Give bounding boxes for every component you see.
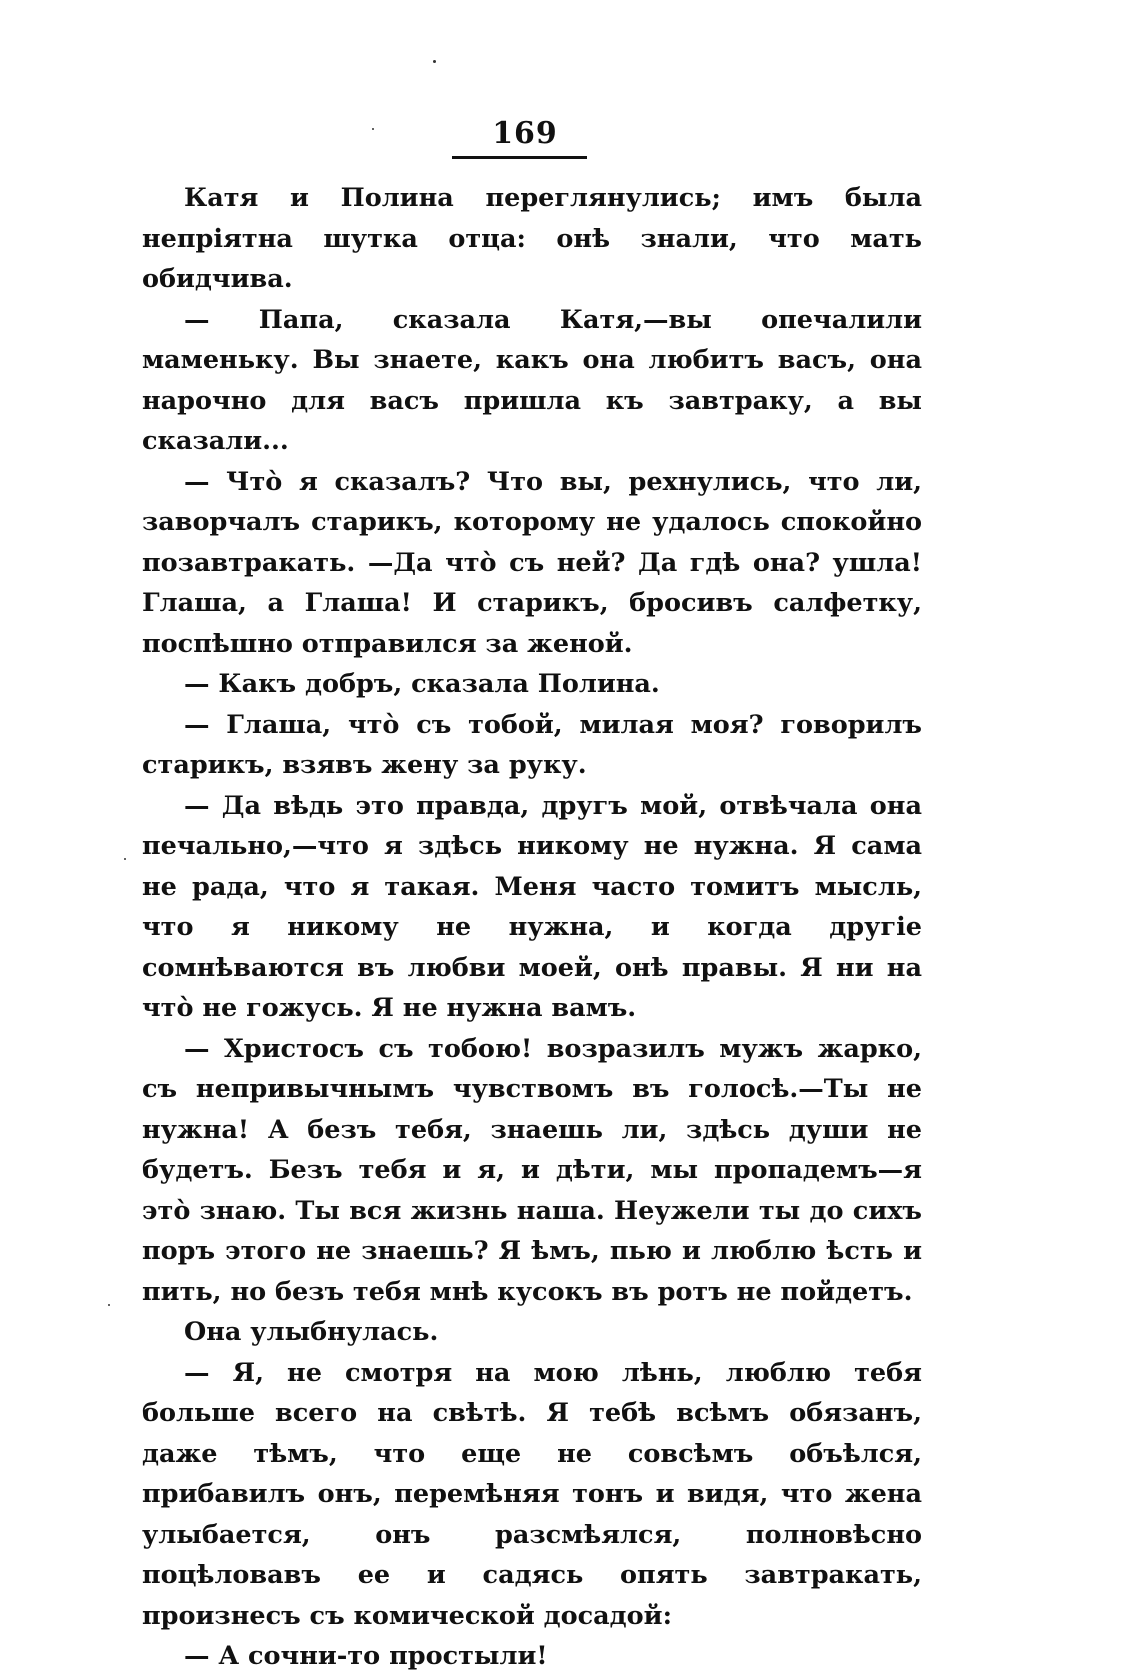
paragraph: — Глаша, что̀ съ тобой, милая моя? говорилъ старикъ, взявъ жену за руку. bbox=[142, 709, 922, 780]
paragraph: — Папа, сказала Катя,—вы опечалили маменьку. Вы знаете, какъ она любитъ васъ, она нарочно для васъ пришла къ завтраку, а вы сказали... bbox=[142, 304, 922, 456]
paragraph: Она улыбнулась. bbox=[184, 1317, 439, 1347]
paragraph: — А сочни-то простыли! bbox=[184, 1641, 548, 1671]
print-speck bbox=[108, 1304, 110, 1306]
body-text bbox=[142, 178, 922, 1677]
paragraph: — Что̀ я сказалъ? Что вы, рехнулись, что ли, заворчалъ старикъ, которому не удалось спокойно позавтракать. —Да что̀ съ ней? Да гдѣ она? ушла! Глаша, а Глаша! И старикъ, бросивъ салфетку, поспѣшно отправился за женой. bbox=[142, 466, 922, 659]
paragraph: — Какъ добръ, сказала Полина. bbox=[184, 669, 660, 699]
paragraph: — Христосъ съ тобою! возразилъ мужъ жарко, съ непривычнымъ чувствомъ въ голосѣ.—Ты не нужна! А безъ тебя, знаешь ли, здѣсь души не будетъ. Безъ тебя и я, и дѣти, мы пропадемъ—я это̀ знаю. Ты вся жизнь наша. Неужели ты до сихъ поръ этого не знаешь? Я ѣмъ, пью и люблю ѣсть и пить, но безъ тебя мнѣ кусокъ въ ротъ не пойдетъ. bbox=[142, 1033, 922, 1307]
page-number: 169 bbox=[492, 116, 558, 151]
paragraph: — Да вѣдь это правда, другъ мой, отвѣчала она печально,—что я здѣсь никому не нужна. Я сама не рада, что я такая. Меня часто томитъ мысль, что я никому не нужна, и когда другіе сомнѣваются въ любви моей, онѣ правы. Я ни на что̀ не гожусь. Я не нужна вамъ. bbox=[142, 790, 922, 1023]
paragraph: — Я, не смотря на мою лѣнь, люблю тебя больше всего на свѣтѣ. Я тебѣ всѣмъ обязанъ, даже тѣмъ, что еще не совсѣмъ объѣлся, прибавилъ онъ, перемѣняя тонъ и видя, что жена улыбается, онъ разсмѣялся, полновѣсно поцѣловавъ ее и садясь опять завтракать, произнесъ съ комической досадой: bbox=[142, 1357, 922, 1631]
print-speck bbox=[124, 858, 126, 860]
print-speck bbox=[433, 60, 436, 63]
paragraph: Катя и Полина переглянулись; имъ была непріятна шутка отца: онѣ знали, что мать обидчива. bbox=[142, 183, 922, 294]
header-rule bbox=[452, 156, 587, 159]
